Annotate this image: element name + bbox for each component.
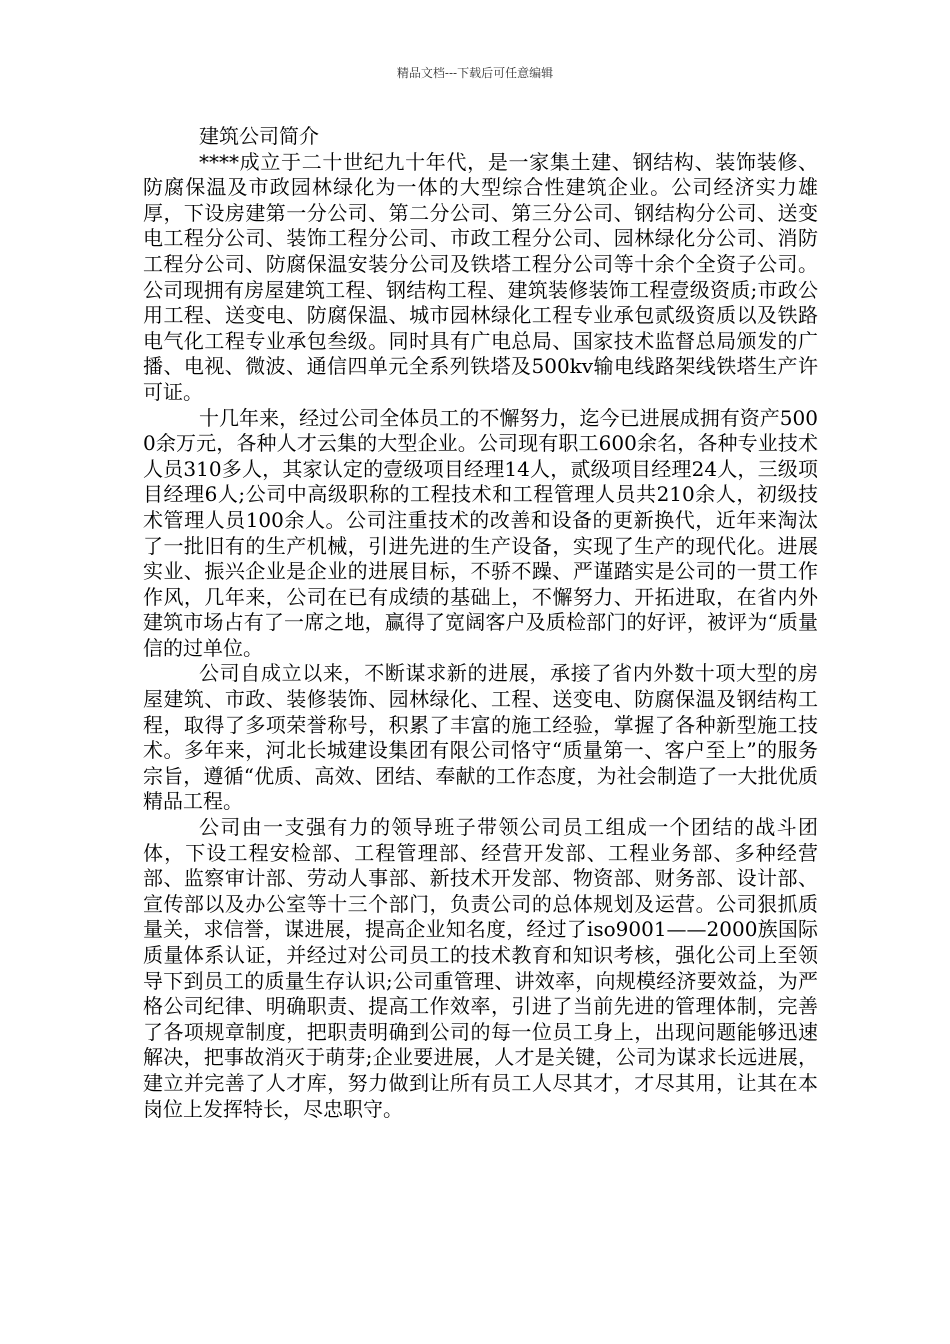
paragraph-projects: 公司自成立以来，不断谋求新的进展，承接了省内外数十项大型的房屋建筑、市政、装修装饰、园林绿化、工程、送变电、防腐保温及钢结构工程，取得了多项荣誉称号，积累了丰富的施工经验，掌握了各种新型施工技术。多年来，河北长城建设集团有限公司恪守“质量第一、客户至上”的服务宗旨，遵循“优质、高效、团结、奉献的工作态度，为社会制造了一大批优质精品工程。 — [143, 661, 818, 814]
paragraph-intro: ****成立于二十世纪九十年代，是一家集土建、钢结构、装饰装修、防腐保温及市政园林绿化为一体的大型综合性建筑企业。公司经济实力雄厚，下设房建第一分公司、第二分公司、第三分公司、钢结构分公司、送变电工程分公司、装饰工程分公司、市政工程分公司、园林绿化分公司、消防工程分公司、防腐保温安装分公司及铁塔工程分公司等十余个全资子公司。公司现拥有房屋建筑工程、钢结构工程、建筑装修装饰工程壹级资质;市政公用工程、送变电、防腐保温、城市园林绿化工程专业承包贰级资质以及铁路电气化工程专业承包叁级。同时具有广电总局、国家技术监督总局颁发的广播、电视、微波、通信四单元全系列铁塔及500kv输电线路架线铁塔生产许可证。 — [143, 149, 818, 404]
document-body — [143, 124, 818, 1122]
paragraph-history: 十几年来，经过公司全体员工的不懈努力，迄今已进展成拥有资产5000余万元，各种人才云集的大型企业。公司现有职工600余名，各种专业技术人员310多人，其家认定的壹级项目经理14人，贰级项目经理24人，三级项目经理6人;公司中高级职称的工程技术和工程管理人员共210余人，初级技术管理人员100余人。公司注重技术的改善和设备的更新换代，近年来淘汰了一批旧有的生产机械，引进先进的生产设备，实现了生产的现代化。进展实业、振兴企业是企业的进展目标，不骄不躁、严谨踏实是公司的一贯工作作风，几年来，公司在已有成绩的基础上，不懈努力、开拓进取，在省内外建筑市场占有了一席之地，赢得了宽阔客户及质检部门的好评，被评为“质量信的过单位。 — [143, 405, 818, 660]
document-title: 建筑公司简介 — [199, 124, 319, 148]
paragraph-management: 公司由一支强有力的领导班子带领公司员工组成一个团结的战斗团体，下设工程安检部、工程管理部、经营开发部、工程业务部、多种经营部、监察审计部、劳动人事部、新技术开发部、物资部、财务部、设计部、宣传部以及办公室等十三个部门，负责公司的总体规划及运营。公司狠抓质量关，求信誉，谋进展，提高企业知名度，经过了iso9001——2000族国际质量体系认证，并经过对公司员工的技术教育和知识考核，强化公司上至领导下到员工的质量生存认识;公司重管理、讲效率，向规模经济要效益，为严格公司纪律、明确职责、提高工作效率，引进了当前先进的管理体制，完善了各项规章制度，把职责明确到公司的每一位员工身上，出现问题能够迅速解决，把事故消灭于萌芽;企业要进展，人才是关键，公司为谋求长远进展，建立并完善了人才库，努力做到让所有员工人尽其才，才尽其用，让其在本岗位上发挥特长，尽忠职守。 — [143, 815, 818, 1121]
page-header-watermark: 精品文档---下载后可任意编辑 — [396, 66, 554, 80]
